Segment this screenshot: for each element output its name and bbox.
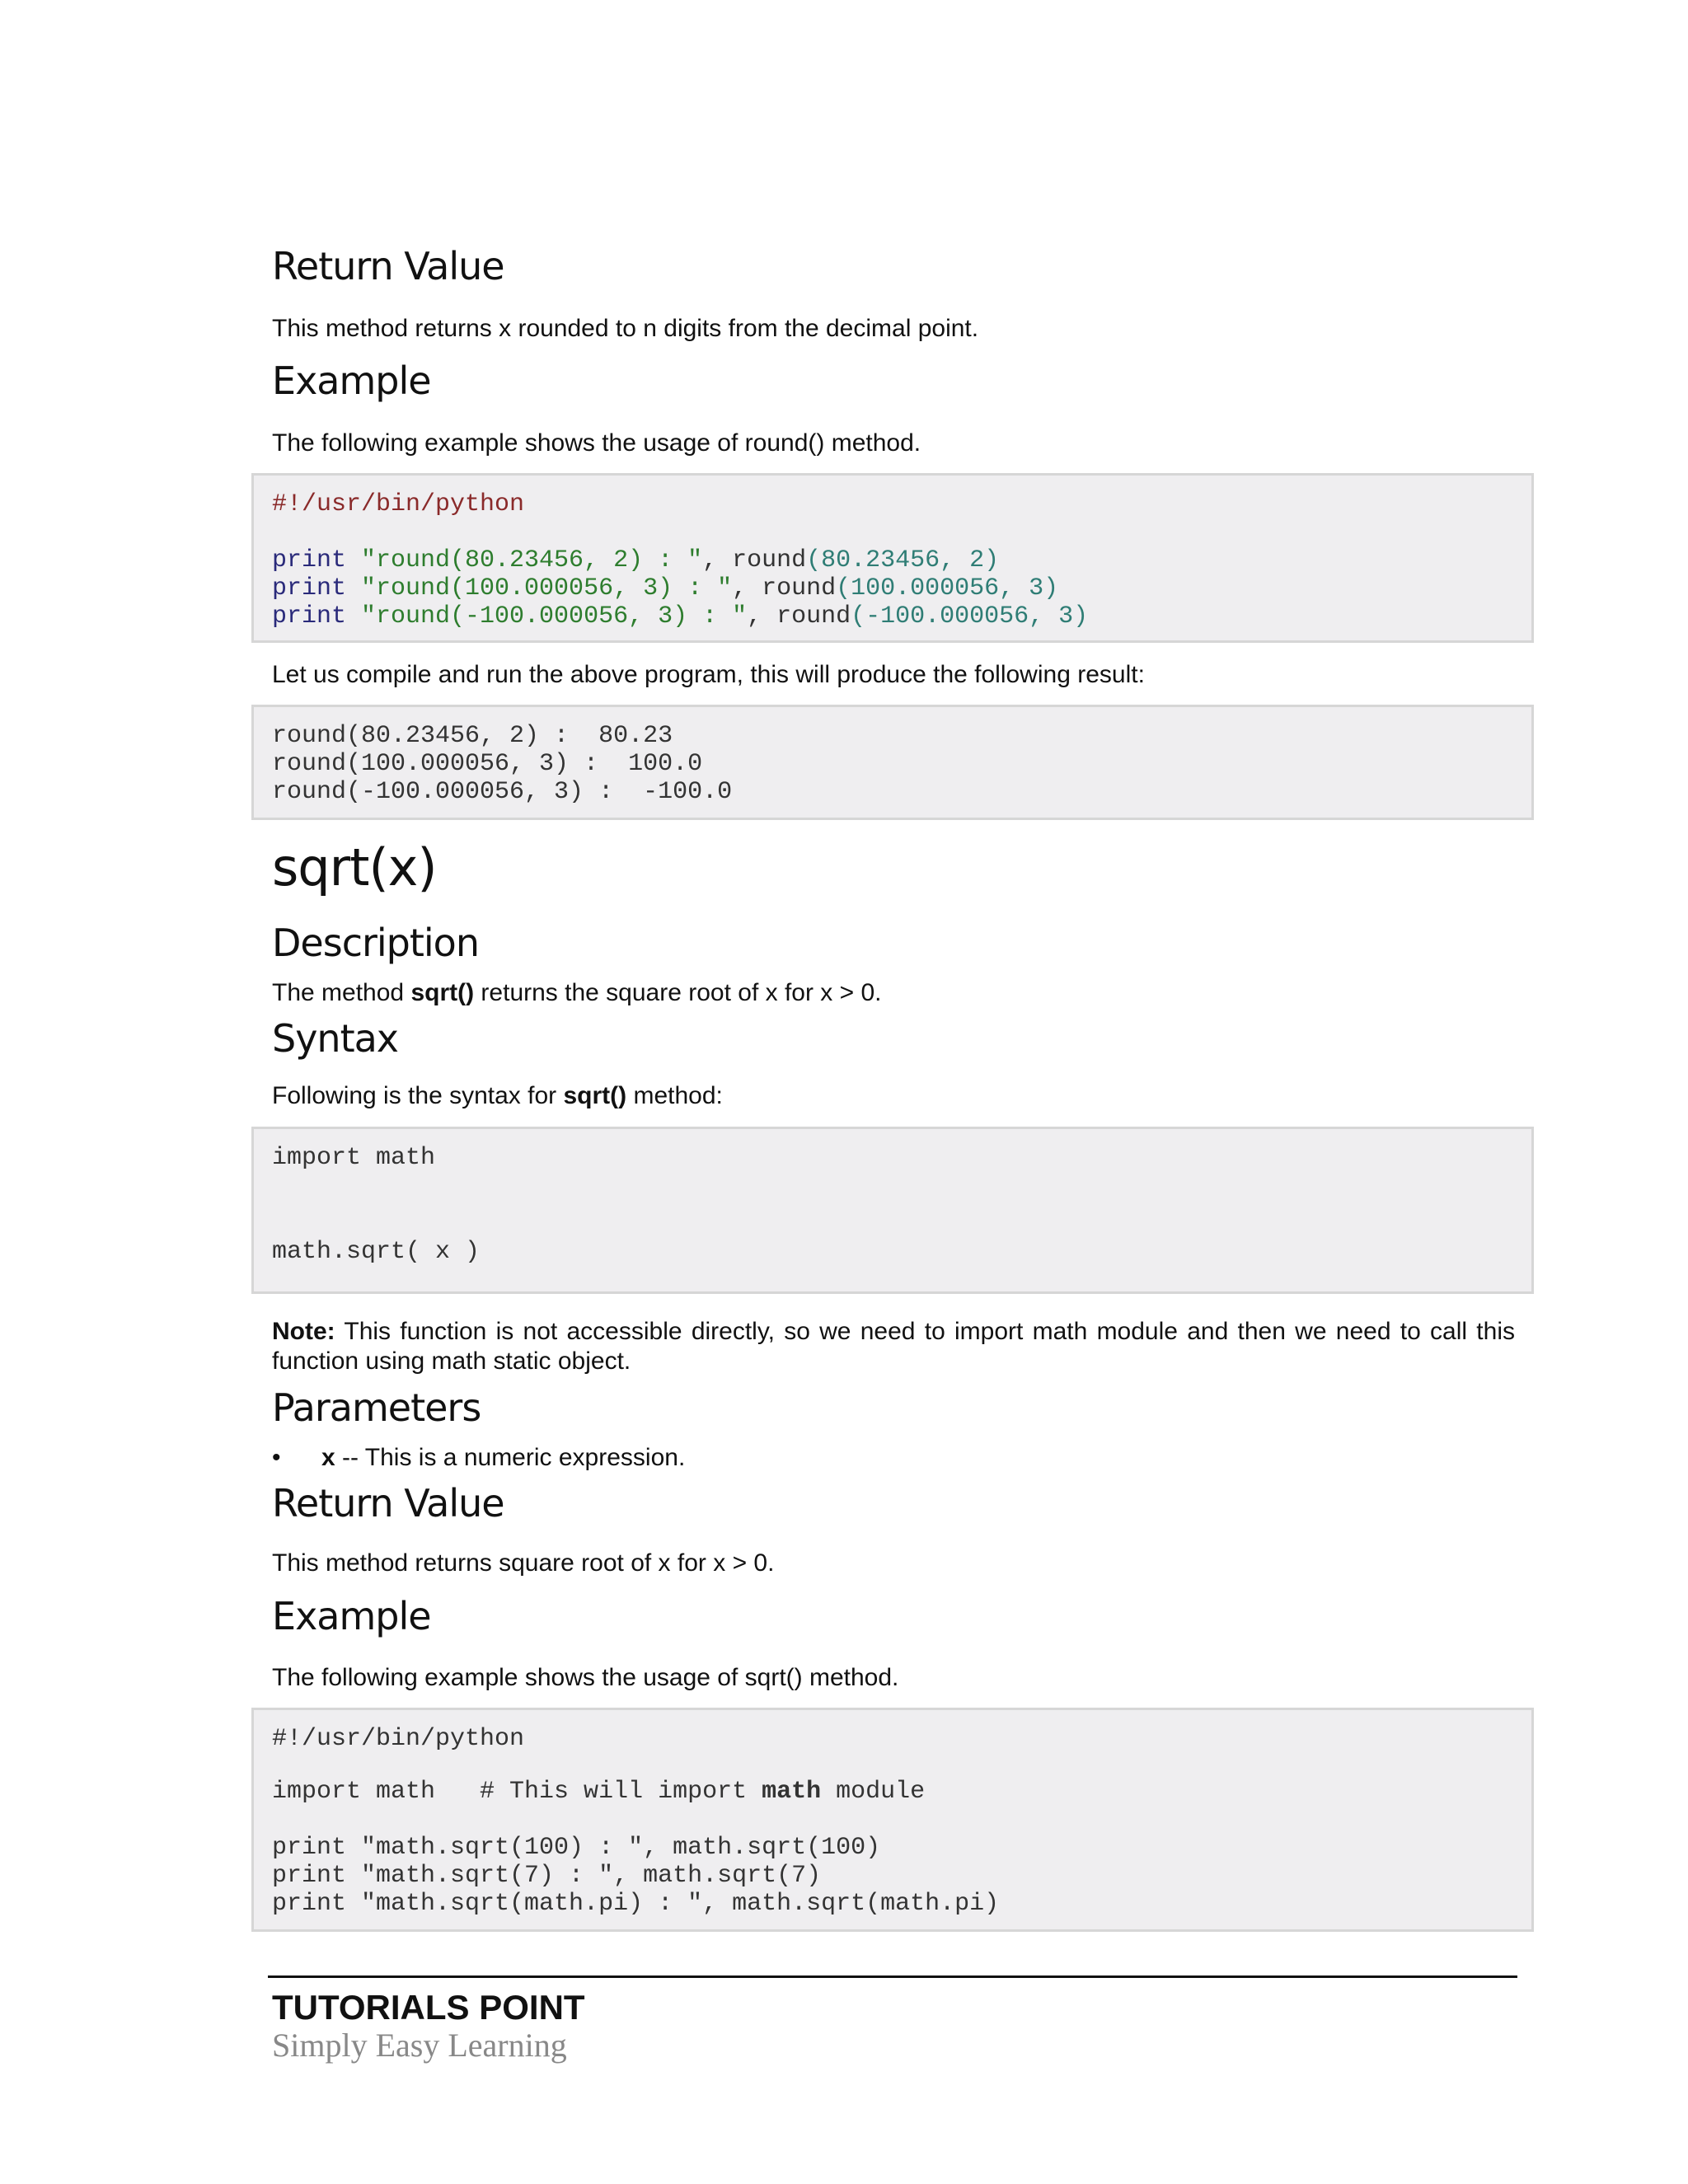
sqrt-example-heading: Example <box>272 1594 431 1638</box>
syntax-code-block <box>251 1127 1534 1294</box>
parameters-heading: Parameters <box>272 1385 481 1430</box>
syntax-text: Following is the syntax for sqrt() method: <box>272 1082 723 1109</box>
sqrt-return-value-heading: Return Value <box>272 1481 504 1526</box>
code-line: print "round(100.000056, 3) : ", round(100.000056, 3) <box>272 574 1059 602</box>
syntax-heading: Syntax <box>272 1016 399 1061</box>
code-line: import math # This will import math module <box>272 1778 926 1806</box>
param-list-item: • x -- This is a numeric expression. <box>272 1444 686 1471</box>
output-line: round(100.000056, 3) : 100.0 <box>272 750 703 778</box>
round-example-code-block <box>251 473 1534 643</box>
sqrt-example-code-block <box>251 1708 1534 1932</box>
note-text: Note: This function is not accessible directly, so we need to import math module and then we need to call this function using math static object. <box>272 1318 1515 1375</box>
sqrt-title: sqrt(x) <box>272 837 437 898</box>
sqrt-return-value-text: This method returns square root of x for x > 0. <box>272 1549 775 1577</box>
round-output-block <box>251 705 1534 820</box>
code-line-shebang: #!/usr/bin/python <box>272 1725 525 1753</box>
footer-tagline: Simply Easy Learning <box>272 2027 567 2064</box>
bullet-icon: • <box>272 1444 281 1471</box>
code-line-shebang: #!/usr/bin/python <box>272 490 525 518</box>
footer-divider <box>268 1975 1517 1978</box>
output-line: round(80.23456, 2) : 80.23 <box>272 722 673 750</box>
code-line: print "math.sqrt(100) : ", math.sqrt(100) <box>272 1834 881 1862</box>
description-heading: Description <box>272 921 479 965</box>
code-line: math.sqrt( x ) <box>272 1238 481 1266</box>
example-text: The following example shows the usage of round() method. <box>272 429 921 457</box>
code-line: print "math.sqrt(math.pi) : ", math.sqrt(math.pi) <box>272 1890 1000 1918</box>
code-line: print "round(-100.000056, 3) : ", round(-100.000056, 3) <box>272 602 1089 630</box>
sqrt-example-text: The following example shows the usage of sqrt() method. <box>272 1664 899 1691</box>
result-text: Let us compile and run the above program, this will produce the following result: <box>272 661 1145 688</box>
return-value-heading: Return Value <box>272 244 504 288</box>
description-text: The method sqrt() returns the square root of x for x > 0. <box>272 979 882 1006</box>
code-line: print "math.sqrt(7) : ", math.sqrt(7) <box>272 1862 822 1890</box>
return-value-text: This method returns x rounded to n digits from the decimal point. <box>272 315 979 342</box>
code-line: print "round(80.23456, 2) : ", round(80.23456, 2) <box>272 546 1000 574</box>
footer-brand: TUTORIALS POINT <box>272 1988 585 2027</box>
example-heading: Example <box>272 359 431 403</box>
output-line: round(-100.000056, 3) : -100.0 <box>272 778 733 806</box>
code-line: import math <box>272 1144 436 1172</box>
